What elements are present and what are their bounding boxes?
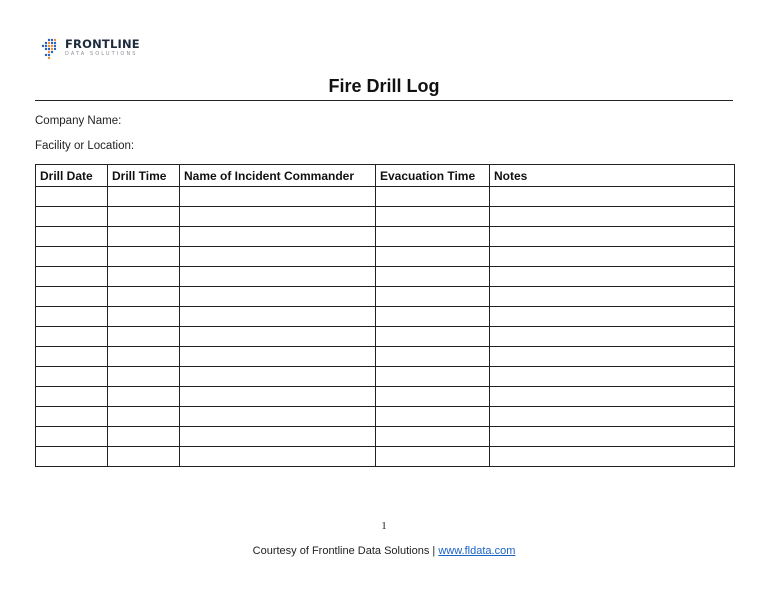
table-cell[interactable]: [490, 447, 735, 467]
table-cell[interactable]: [180, 307, 376, 327]
table-cell[interactable]: [36, 287, 108, 307]
table-cell[interactable]: [108, 447, 180, 467]
table-cell[interactable]: [180, 227, 376, 247]
table-cell[interactable]: [376, 247, 490, 267]
logo-subtitle: DATA SOLUTIONS: [65, 50, 138, 57]
table-cell[interactable]: [36, 347, 108, 367]
table-row: [36, 287, 735, 307]
table-cell[interactable]: [376, 267, 490, 287]
table-body: [36, 187, 735, 467]
table-cell[interactable]: [490, 207, 735, 227]
table-cell[interactable]: [36, 267, 108, 287]
table-cell[interactable]: [180, 447, 376, 467]
table-cell[interactable]: [36, 407, 108, 427]
footer: [0, 545, 768, 557]
table-cell[interactable]: [376, 307, 490, 327]
table-cell[interactable]: [36, 307, 108, 327]
table-row: [36, 427, 735, 447]
table-row: [36, 347, 735, 367]
table-row: [36, 447, 735, 467]
table-cell[interactable]: [376, 367, 490, 387]
table-cell[interactable]: [376, 347, 490, 367]
table-cell[interactable]: [180, 207, 376, 227]
table-cell[interactable]: [36, 207, 108, 227]
table-cell[interactable]: [180, 427, 376, 447]
table-cell[interactable]: [108, 227, 180, 247]
table-row: [36, 307, 735, 327]
logo-text: [65, 39, 140, 57]
table-cell[interactable]: [376, 327, 490, 347]
table-cell[interactable]: [36, 187, 108, 207]
column-header-notes: Notes: [490, 165, 735, 187]
table-cell[interactable]: [180, 347, 376, 367]
frontline-logo-mark-icon: [40, 37, 62, 59]
table-row: [36, 367, 735, 387]
table-cell[interactable]: [180, 387, 376, 407]
table-row: [36, 207, 735, 227]
table-cell[interactable]: [490, 367, 735, 387]
table-cell[interactable]: [108, 407, 180, 427]
column-header-evacuation-time: Evacuation Time: [376, 165, 490, 187]
table-cell[interactable]: [108, 327, 180, 347]
table-cell[interactable]: [36, 227, 108, 247]
table-cell[interactable]: [36, 447, 108, 467]
table-cell[interactable]: [376, 387, 490, 407]
table-cell[interactable]: [490, 347, 735, 367]
table-cell[interactable]: [180, 327, 376, 347]
table-cell[interactable]: [376, 207, 490, 227]
table-cell[interactable]: [180, 367, 376, 387]
table-cell[interactable]: [108, 207, 180, 227]
table-cell[interactable]: [490, 187, 735, 207]
table-cell[interactable]: [36, 247, 108, 267]
footer-website-link[interactable]: www.fldata.com: [438, 545, 516, 557]
title-divider: [35, 100, 733, 101]
table-header-row: [36, 165, 735, 187]
table-cell[interactable]: [490, 227, 735, 247]
column-header-drill-time: Drill Time: [108, 165, 180, 187]
table-cell[interactable]: [108, 287, 180, 307]
column-header-drill-date: Drill Date: [36, 165, 108, 187]
table-cell[interactable]: [36, 387, 108, 407]
table-cell[interactable]: [490, 407, 735, 427]
table-cell[interactable]: [108, 427, 180, 447]
fire-drill-log-table: [35, 164, 735, 467]
logo-name: FRONTLINE: [65, 37, 140, 52]
table-cell[interactable]: [36, 327, 108, 347]
company-name-label: Company Name:: [35, 115, 122, 127]
table-row: [36, 187, 735, 207]
table-row: [36, 247, 735, 267]
table-cell[interactable]: [490, 247, 735, 267]
table-cell[interactable]: [490, 427, 735, 447]
table-cell[interactable]: [108, 187, 180, 207]
table-cell[interactable]: [490, 287, 735, 307]
column-header-incident-commander: Name of Incident Commander: [180, 165, 376, 187]
table-cell[interactable]: [376, 407, 490, 427]
table-cell[interactable]: [490, 327, 735, 347]
table-cell[interactable]: [36, 427, 108, 447]
table-cell[interactable]: [376, 447, 490, 467]
table-cell[interactable]: [376, 427, 490, 447]
facility-location-label: Facility or Location:: [35, 140, 135, 152]
table-row: [36, 327, 735, 347]
table-cell[interactable]: [490, 307, 735, 327]
table-row: [36, 407, 735, 427]
table-row: [36, 227, 735, 247]
page-title: Fire Drill Log: [328, 76, 440, 96]
table-cell[interactable]: [490, 267, 735, 287]
table-cell[interactable]: [108, 347, 180, 367]
table-cell[interactable]: [180, 267, 376, 287]
table-cell[interactable]: [108, 367, 180, 387]
table-row: [36, 267, 735, 287]
table-row: [36, 387, 735, 407]
table-cell[interactable]: [108, 307, 180, 327]
table-cell[interactable]: [108, 267, 180, 287]
frontline-logo: [40, 37, 140, 59]
table-cell[interactable]: [180, 287, 376, 307]
table-cell[interactable]: [180, 247, 376, 267]
footer-courtesy-text: Courtesy of Frontline Data Solutions |: [252, 545, 436, 557]
page-number: 1: [381, 520, 387, 532]
table-cell[interactable]: [180, 187, 376, 207]
table-cell[interactable]: [490, 387, 735, 407]
table-cell[interactable]: [376, 187, 490, 207]
table-cell[interactable]: [180, 407, 376, 427]
table-cell[interactable]: [36, 367, 108, 387]
table-cell[interactable]: [376, 287, 490, 307]
table-cell[interactable]: [108, 247, 180, 267]
table-cell[interactable]: [108, 387, 180, 407]
table-cell[interactable]: [376, 227, 490, 247]
